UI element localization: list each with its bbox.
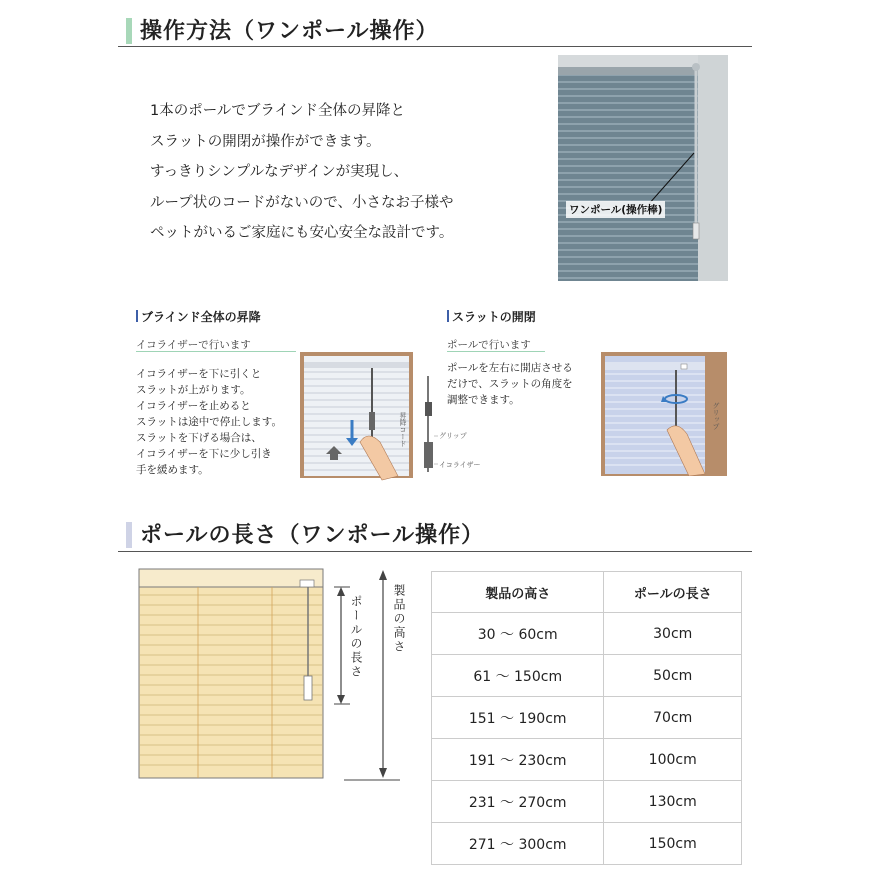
slat-line: ポールを左右に開店させる: [447, 362, 573, 374]
slat-subtitle-underline: [447, 351, 545, 352]
intro-line: ペットがいるご家庭にも安心安全な設計です。: [150, 225, 454, 241]
table-row: [432, 697, 742, 739]
cell-product-height: 151 〜 190cm: [432, 697, 604, 739]
cell-product-height: 271 〜 300cm: [432, 823, 604, 865]
table-row: [432, 613, 742, 655]
cell-product-height: 231 〜 270cm: [432, 781, 604, 823]
intro-paragraph: [150, 96, 453, 249]
slat-line: 調整できます。: [447, 394, 520, 406]
slat-title-marker: [447, 310, 449, 322]
table-row: [432, 739, 742, 781]
intro-line: 1本のポールでブラインド全体の昇降と: [150, 103, 405, 119]
table-row: [432, 781, 742, 823]
section-heading-operation: [118, 14, 752, 47]
label-lift-cord: 昇降コード: [399, 412, 407, 447]
label-slat-grip: グリップ: [712, 402, 720, 430]
label-grip: グリップ: [439, 432, 467, 440]
pole-length-table: [431, 571, 742, 865]
slat-title: [447, 308, 536, 325]
product-height-label: 製品の高さ: [392, 584, 406, 654]
cell-product-height: 30 〜 60cm: [432, 613, 604, 655]
slat-illustration: [601, 352, 731, 476]
intro-line: スラットの開閉が操作ができます。: [150, 133, 381, 150]
intro-line: ループ状のコードがないので、小さなお子様や: [150, 194, 454, 211]
table-header-row: [432, 572, 742, 613]
raise-line: スラットを下げる場合は、: [136, 432, 262, 444]
cell-product-height: 61 〜 150cm: [432, 655, 604, 697]
cell-pole-length: 70cm: [604, 697, 742, 739]
section-title: 操作方法（ワンポール操作）: [140, 19, 439, 44]
slat-subtitle: ポールで行います: [447, 339, 531, 351]
section-heading-pole-length: [118, 518, 752, 552]
raise-line: イコライザーを下に少し引き: [136, 448, 272, 460]
pole-length-diagram: [138, 568, 408, 784]
cell-pole-length: 30cm: [604, 613, 742, 655]
raise-line: イコライザーを下に引くと: [136, 368, 262, 380]
heading-accent-bar: [126, 18, 132, 44]
raise-subtitle-underline: [136, 351, 296, 352]
cell-pole-length: 100cm: [604, 739, 742, 781]
pole-length-label: ポールの長さ: [349, 595, 363, 679]
table-row: [432, 655, 742, 697]
raise-line: 手を緩めます。: [136, 464, 209, 476]
raise-title-marker: [136, 310, 138, 322]
header-product-height: 製品の高さ: [432, 572, 604, 613]
raise-description: [136, 366, 282, 478]
cell-pole-length: 150cm: [604, 823, 742, 865]
label-equalizer: イコライザー: [439, 461, 481, 469]
raise-title: [136, 308, 261, 325]
blind-photo: [558, 55, 728, 281]
slat-title-text: スラットの開閉: [452, 310, 536, 324]
photo-caption: ワンポール(操作棒): [566, 201, 665, 218]
heading-accent-bar: [126, 522, 132, 548]
cell-pole-length: 130cm: [604, 781, 742, 823]
cell-product-height: 191 〜 230cm: [432, 739, 604, 781]
raise-title-text: ブラインド全体の昇降: [141, 310, 261, 324]
raise-line: スラットが上がります。: [136, 384, 251, 396]
table-row: [432, 823, 742, 865]
header-pole-length: ポールの長さ: [604, 572, 742, 613]
slat-line: だけで、スラットの角度を: [447, 378, 573, 390]
raise-line: スラットは途中で停止します。: [136, 416, 282, 428]
cell-pole-length: 50cm: [604, 655, 742, 697]
raise-line: イコライザーを止めると: [136, 400, 251, 412]
slat-description: [447, 360, 573, 408]
raise-subtitle: イコライザーで行います: [136, 339, 251, 351]
section-title: ポールの長さ（ワンポール操作）: [140, 523, 485, 548]
intro-line: すっきりシンプルなデザインが実現し、: [150, 164, 409, 180]
